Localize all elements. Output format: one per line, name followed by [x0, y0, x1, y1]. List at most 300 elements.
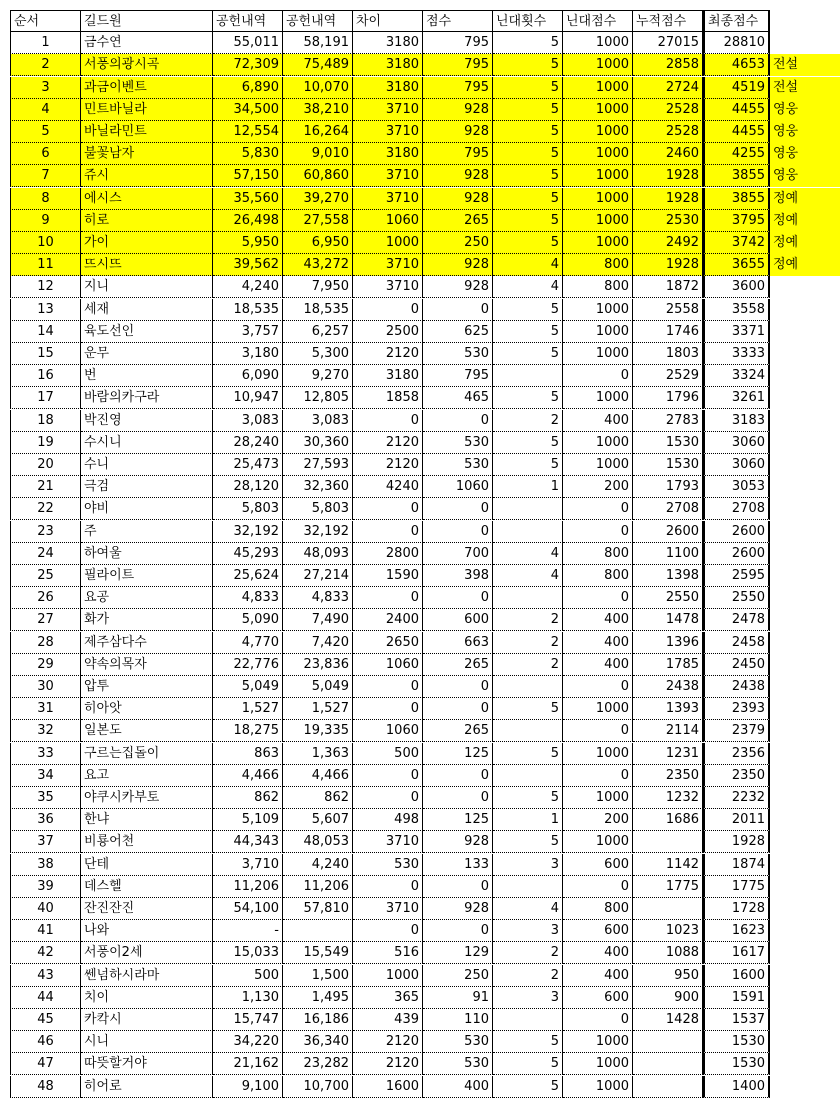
grade-label[interactable]: 정예	[770, 188, 840, 210]
cell-contribution-curr[interactable]: 57,810	[283, 898, 353, 920]
cell-score[interactable]: 663	[423, 632, 493, 654]
cell-score[interactable]: 928	[423, 898, 493, 920]
cell-contribution-curr[interactable]: 5,803	[283, 498, 353, 520]
cell-raid-score[interactable]: 600	[563, 920, 633, 942]
cell-score[interactable]: 110	[423, 1009, 493, 1031]
cell-raid-score[interactable]: 600	[563, 987, 633, 1009]
cell-final[interactable]: 4255	[703, 143, 770, 165]
cell-contribution-prev[interactable]: 500	[213, 965, 283, 987]
cell-raid-score[interactable]: 1000	[563, 1031, 633, 1053]
cell-raid-score[interactable]: 1000	[563, 232, 633, 254]
cell-diff[interactable]: 3180	[353, 365, 423, 387]
cell-final[interactable]: 2550	[703, 587, 770, 609]
cell-raid-score[interactable]: 0	[563, 498, 633, 520]
cell-raid-score[interactable]: 1000	[563, 99, 633, 121]
cell-raid-count[interactable]	[493, 521, 563, 543]
cell-cumulative[interactable]: 2438	[633, 676, 703, 698]
cell-raid-count[interactable]: 5	[493, 54, 563, 76]
cell-contribution-prev[interactable]: 5,803	[213, 498, 283, 520]
cell-raid-count[interactable]: 5	[493, 121, 563, 143]
cell-contribution-curr[interactable]: 7,490	[283, 609, 353, 631]
cell-final[interactable]: 4653	[703, 54, 770, 76]
cell-diff[interactable]: 3180	[353, 143, 423, 165]
cell-raid-count[interactable]: 1	[493, 809, 563, 831]
cell-member[interactable]: 따뜻할거야	[81, 1053, 213, 1075]
cell-final[interactable]: 28810	[703, 32, 770, 54]
cell-score[interactable]: 0	[423, 410, 493, 432]
cell-member[interactable]: 번	[81, 365, 213, 387]
cell-contribution-prev[interactable]: 862	[213, 787, 283, 809]
cell-final[interactable]: 1400	[703, 1076, 770, 1098]
cell-score[interactable]: 0	[423, 698, 493, 720]
cell-cumulative[interactable]: 2708	[633, 498, 703, 520]
cell-order[interactable]: 43	[10, 965, 81, 987]
cell-final[interactable]: 1775	[703, 876, 770, 898]
cell-member[interactable]: 가이	[81, 232, 213, 254]
cell-contribution-prev[interactable]: 72,309	[213, 54, 283, 76]
cell-final[interactable]: 2379	[703, 720, 770, 742]
cell-score[interactable]: 400	[423, 1076, 493, 1098]
cell-diff[interactable]: 3710	[353, 898, 423, 920]
cell-contribution-prev[interactable]: 12,554	[213, 121, 283, 143]
cell-raid-count[interactable]: 5	[493, 210, 563, 232]
cell-cumulative[interactable]: 1398	[633, 565, 703, 587]
cell-final[interactable]: 2595	[703, 565, 770, 587]
cell-raid-count[interactable]: 5	[493, 787, 563, 809]
cell-raid-score[interactable]: 1000	[563, 77, 633, 99]
cell-raid-count[interactable]: 2	[493, 609, 563, 631]
cell-order[interactable]: 7	[10, 165, 81, 187]
cell-contribution-prev[interactable]: 5,049	[213, 676, 283, 698]
cell-contribution-prev[interactable]: 10,947	[213, 387, 283, 409]
cell-member[interactable]: 쎈넘하시라마	[81, 965, 213, 987]
cell-member[interactable]: 제주삼다수	[81, 632, 213, 654]
cell-diff[interactable]: 498	[353, 809, 423, 831]
cell-score[interactable]: 125	[423, 743, 493, 765]
cell-cumulative[interactable]: 1396	[633, 632, 703, 654]
cell-final[interactable]: 3053	[703, 476, 770, 498]
cell-member[interactable]: 히아앗	[81, 698, 213, 720]
cell-order[interactable]: 21	[10, 476, 81, 498]
cell-cumulative[interactable]: 1530	[633, 432, 703, 454]
cell-contribution-curr[interactable]: 1,495	[283, 987, 353, 1009]
cell-contribution-prev[interactable]: 55,011	[213, 32, 283, 54]
cell-score[interactable]: 1060	[423, 476, 493, 498]
cell-final[interactable]: 2356	[703, 743, 770, 765]
cell-final[interactable]: 3333	[703, 343, 770, 365]
cell-order[interactable]: 27	[10, 609, 81, 631]
cell-diff[interactable]: 1000	[353, 232, 423, 254]
cell-raid-count[interactable]: 4	[493, 543, 563, 565]
grade-label[interactable]: 정예	[770, 210, 840, 232]
cell-contribution-prev[interactable]: 57,150	[213, 165, 283, 187]
cell-raid-count[interactable]: 3	[493, 920, 563, 942]
cell-raid-score[interactable]: 800	[563, 543, 633, 565]
cell-diff[interactable]: 1600	[353, 1076, 423, 1098]
cell-final[interactable]: 2600	[703, 543, 770, 565]
cell-cumulative[interactable]: 1928	[633, 165, 703, 187]
cell-diff[interactable]: 0	[353, 410, 423, 432]
cell-diff[interactable]: 2500	[353, 321, 423, 343]
cell-raid-count[interactable]: 5	[493, 343, 563, 365]
cell-contribution-prev[interactable]: 11,206	[213, 876, 283, 898]
cell-final[interactable]: 3600	[703, 276, 770, 298]
cell-contribution-prev[interactable]: 1,527	[213, 698, 283, 720]
cell-contribution-prev[interactable]: 18,275	[213, 720, 283, 742]
cell-score[interactable]: 530	[423, 1031, 493, 1053]
cell-member[interactable]: 과금이벤트	[81, 77, 213, 99]
cell-cumulative[interactable]	[633, 1076, 703, 1098]
cell-final[interactable]: 4455	[703, 121, 770, 143]
cell-score[interactable]: 250	[423, 965, 493, 987]
cell-member[interactable]: 잔진잔진	[81, 898, 213, 920]
cell-raid-count[interactable]: 2	[493, 654, 563, 676]
cell-final[interactable]: 3060	[703, 454, 770, 476]
cell-diff[interactable]: 0	[353, 676, 423, 698]
cell-order[interactable]: 2	[10, 54, 81, 76]
cell-cumulative[interactable]	[633, 1053, 703, 1075]
cell-score[interactable]: 700	[423, 543, 493, 565]
cell-contribution-prev[interactable]: 3,180	[213, 343, 283, 365]
cell-final[interactable]: 1617	[703, 942, 770, 964]
header-score[interactable]: 점수	[423, 10, 493, 32]
cell-order[interactable]: 4	[10, 99, 81, 121]
cell-final[interactable]: 3183	[703, 410, 770, 432]
cell-contribution-prev[interactable]: 44,343	[213, 831, 283, 853]
cell-cumulative[interactable]: 1746	[633, 321, 703, 343]
cell-score[interactable]: 250	[423, 232, 493, 254]
cell-member[interactable]: 하여울	[81, 543, 213, 565]
cell-order[interactable]: 10	[10, 232, 81, 254]
cell-order[interactable]: 28	[10, 632, 81, 654]
cell-diff[interactable]: 0	[353, 299, 423, 321]
cell-diff[interactable]: 1060	[353, 720, 423, 742]
cell-raid-score[interactable]: 0	[563, 1009, 633, 1031]
header-raid-count[interactable]: 닌대횟수	[493, 10, 563, 32]
cell-raid-count[interactable]	[493, 765, 563, 787]
cell-member[interactable]: 수니	[81, 454, 213, 476]
cell-final[interactable]: 3855	[703, 188, 770, 210]
cell-contribution-curr[interactable]: 10,070	[283, 77, 353, 99]
cell-cumulative[interactable]: 2530	[633, 210, 703, 232]
cell-order[interactable]: 11	[10, 254, 81, 276]
cell-raid-count[interactable]: 5	[493, 831, 563, 853]
cell-raid-score[interactable]: 1000	[563, 54, 633, 76]
cell-order[interactable]: 18	[10, 410, 81, 432]
cell-raid-score[interactable]: 0	[563, 365, 633, 387]
cell-score[interactable]: 795	[423, 143, 493, 165]
cell-raid-count[interactable]: 4	[493, 276, 563, 298]
cell-diff[interactable]: 0	[353, 765, 423, 787]
cell-diff[interactable]: 3710	[353, 121, 423, 143]
cell-raid-count[interactable]: 1	[493, 476, 563, 498]
cell-contribution-prev[interactable]: 9,100	[213, 1076, 283, 1098]
cell-diff[interactable]: 365	[353, 987, 423, 1009]
cell-diff[interactable]: 1060	[353, 210, 423, 232]
cell-diff[interactable]: 3710	[353, 99, 423, 121]
cell-final[interactable]: 2232	[703, 787, 770, 809]
cell-raid-score[interactable]: 0	[563, 765, 633, 787]
cell-final[interactable]: 1600	[703, 965, 770, 987]
cell-raid-score[interactable]: 400	[563, 410, 633, 432]
cell-raid-score[interactable]: 1000	[563, 165, 633, 187]
cell-contribution-prev[interactable]: 35,560	[213, 188, 283, 210]
cell-contribution-prev[interactable]: 5,090	[213, 609, 283, 631]
cell-contribution-curr[interactable]: 60,860	[283, 165, 353, 187]
cell-raid-score[interactable]: 200	[563, 476, 633, 498]
cell-score[interactable]: 928	[423, 831, 493, 853]
cell-member[interactable]: 바람의카구라	[81, 387, 213, 409]
cell-contribution-curr[interactable]: 16,264	[283, 121, 353, 143]
cell-diff[interactable]: 0	[353, 920, 423, 942]
cell-contribution-curr[interactable]: 1,363	[283, 743, 353, 765]
cell-cumulative[interactable]: 1231	[633, 743, 703, 765]
cell-raid-score[interactable]: 1000	[563, 454, 633, 476]
cell-diff[interactable]: 3180	[353, 77, 423, 99]
cell-raid-count[interactable]: 5	[493, 143, 563, 165]
cell-raid-score[interactable]: 1000	[563, 743, 633, 765]
cell-raid-count[interactable]: 5	[493, 387, 563, 409]
cell-member[interactable]: 히어로	[81, 1076, 213, 1098]
cell-score[interactable]: 0	[423, 676, 493, 698]
cell-contribution-prev[interactable]: 4,466	[213, 765, 283, 787]
cell-final[interactable]: 3261	[703, 387, 770, 409]
cell-score[interactable]: 0	[423, 498, 493, 520]
cell-score[interactable]: 398	[423, 565, 493, 587]
cell-cumulative[interactable]: 1428	[633, 1009, 703, 1031]
cell-contribution-curr[interactable]: 10,700	[283, 1076, 353, 1098]
cell-score[interactable]: 530	[423, 432, 493, 454]
cell-raid-count[interactable]: 5	[493, 232, 563, 254]
cell-final[interactable]: 1623	[703, 920, 770, 942]
cell-contribution-curr[interactable]: 75,489	[283, 54, 353, 76]
grade-label[interactable]: 영웅	[770, 99, 840, 121]
cell-raid-score[interactable]: 1000	[563, 698, 633, 720]
cell-member[interactable]: 쥬시	[81, 165, 213, 187]
cell-contribution-prev[interactable]: 3,710	[213, 854, 283, 876]
cell-diff[interactable]: 3710	[353, 254, 423, 276]
cell-order[interactable]: 5	[10, 121, 81, 143]
cell-score[interactable]: 795	[423, 77, 493, 99]
cell-contribution-prev[interactable]: 45,293	[213, 543, 283, 565]
cell-final[interactable]: 3795	[703, 210, 770, 232]
cell-cumulative[interactable]: 1142	[633, 854, 703, 876]
cell-order[interactable]: 37	[10, 831, 81, 853]
cell-raid-count[interactable]	[493, 498, 563, 520]
cell-diff[interactable]: 1858	[353, 387, 423, 409]
cell-diff[interactable]: 0	[353, 498, 423, 520]
cell-score[interactable]: 265	[423, 654, 493, 676]
grade-label[interactable]: 정예	[770, 254, 840, 276]
cell-cumulative[interactable]: 1793	[633, 476, 703, 498]
cell-contribution-curr[interactable]: 16,186	[283, 1009, 353, 1031]
cell-diff[interactable]: 2400	[353, 609, 423, 631]
cell-member[interactable]: 나와	[81, 920, 213, 942]
cell-raid-score[interactable]: 1000	[563, 831, 633, 853]
cell-diff[interactable]: 0	[353, 698, 423, 720]
cell-diff[interactable]: 2120	[353, 1053, 423, 1075]
cell-score[interactable]: 928	[423, 254, 493, 276]
cell-raid-count[interactable]: 5	[493, 698, 563, 720]
cell-contribution-curr[interactable]: 1,527	[283, 698, 353, 720]
cell-diff[interactable]: 2650	[353, 632, 423, 654]
cell-raid-score[interactable]: 1000	[563, 32, 633, 54]
cell-diff[interactable]: 2120	[353, 1031, 423, 1053]
cell-diff[interactable]: 0	[353, 521, 423, 543]
cell-cumulative[interactable]	[633, 1031, 703, 1053]
grade-label[interactable]: 전설	[770, 77, 840, 99]
cell-score[interactable]: 265	[423, 210, 493, 232]
cell-score[interactable]: 625	[423, 321, 493, 343]
cell-contribution-curr[interactable]: 18,535	[283, 299, 353, 321]
cell-diff[interactable]: 3180	[353, 32, 423, 54]
cell-final[interactable]: 4455	[703, 99, 770, 121]
cell-raid-count[interactable]: 5	[493, 321, 563, 343]
cell-contribution-curr[interactable]: 58,191	[283, 32, 353, 54]
cell-diff[interactable]: 3710	[353, 165, 423, 187]
cell-contribution-curr[interactable]: 27,558	[283, 210, 353, 232]
cell-contribution-curr[interactable]: 43,272	[283, 254, 353, 276]
cell-diff[interactable]: 4240	[353, 476, 423, 498]
cell-order[interactable]: 14	[10, 321, 81, 343]
cell-final[interactable]: 2458	[703, 632, 770, 654]
cell-cumulative[interactable]: 1686	[633, 809, 703, 831]
cell-score[interactable]: 0	[423, 876, 493, 898]
cell-cumulative[interactable]: 2600	[633, 521, 703, 543]
cell-final[interactable]: 2438	[703, 676, 770, 698]
cell-final[interactable]: 1530	[703, 1053, 770, 1075]
cell-contribution-curr[interactable]: 6,257	[283, 321, 353, 343]
cell-raid-score[interactable]: 400	[563, 609, 633, 631]
cell-contribution-prev[interactable]: 22,776	[213, 654, 283, 676]
cell-raid-score[interactable]: 800	[563, 276, 633, 298]
cell-final[interactable]: 3855	[703, 165, 770, 187]
cell-contribution-curr[interactable]: 15,549	[283, 942, 353, 964]
cell-contribution-prev[interactable]: 26,498	[213, 210, 283, 232]
cell-order[interactable]: 1	[10, 32, 81, 54]
cell-contribution-prev[interactable]: 6,090	[213, 365, 283, 387]
header-cumulative[interactable]: 누적점수	[633, 10, 703, 32]
cell-order[interactable]: 39	[10, 876, 81, 898]
cell-order[interactable]: 36	[10, 809, 81, 831]
cell-order[interactable]: 9	[10, 210, 81, 232]
cell-score[interactable]: 928	[423, 188, 493, 210]
header-diff[interactable]: 차이	[353, 10, 423, 32]
cell-raid-count[interactable]: 4	[493, 254, 563, 276]
cell-contribution-prev[interactable]: 3,757	[213, 321, 283, 343]
cell-final[interactable]: 2350	[703, 765, 770, 787]
cell-raid-count[interactable]: 5	[493, 743, 563, 765]
cell-member[interactable]: 카칵시	[81, 1009, 213, 1031]
cell-order[interactable]: 12	[10, 276, 81, 298]
cell-score[interactable]: 928	[423, 99, 493, 121]
cell-member[interactable]: 바닐라민트	[81, 121, 213, 143]
cell-raid-count[interactable]: 5	[493, 1053, 563, 1075]
cell-member[interactable]: 비룡어천	[81, 831, 213, 853]
cell-contribution-curr[interactable]: 39,270	[283, 188, 353, 210]
cell-score[interactable]: 91	[423, 987, 493, 1009]
grade-label[interactable]: 영웅	[770, 165, 840, 187]
cell-diff[interactable]: 3180	[353, 54, 423, 76]
cell-member[interactable]: 세재	[81, 299, 213, 321]
cell-final[interactable]: 1591	[703, 987, 770, 1009]
cell-member[interactable]: 박진영	[81, 410, 213, 432]
cell-member[interactable]: 요공	[81, 587, 213, 609]
cell-final[interactable]: 3060	[703, 432, 770, 454]
cell-raid-count[interactable]: 4	[493, 565, 563, 587]
cell-order[interactable]: 17	[10, 387, 81, 409]
cell-final[interactable]: 2450	[703, 654, 770, 676]
cell-raid-score[interactable]: 400	[563, 965, 633, 987]
cell-raid-count[interactable]: 2	[493, 942, 563, 964]
cell-raid-count[interactable]: 5	[493, 299, 563, 321]
cell-order[interactable]: 24	[10, 543, 81, 565]
cell-score[interactable]: 0	[423, 521, 493, 543]
cell-contribution-curr[interactable]: 27,593	[283, 454, 353, 476]
cell-diff[interactable]: 2800	[353, 543, 423, 565]
cell-cumulative[interactable]: 1775	[633, 876, 703, 898]
cell-order[interactable]: 23	[10, 521, 81, 543]
cell-contribution-prev[interactable]: 3,083	[213, 410, 283, 432]
cell-raid-score[interactable]: 1000	[563, 343, 633, 365]
cell-cumulative[interactable]: 1803	[633, 343, 703, 365]
cell-contribution-curr[interactable]: 32,192	[283, 521, 353, 543]
cell-member[interactable]: 지니	[81, 276, 213, 298]
cell-order[interactable]: 48	[10, 1076, 81, 1098]
cell-raid-score[interactable]: 400	[563, 632, 633, 654]
cell-member[interactable]: 에시스	[81, 188, 213, 210]
cell-member[interactable]: 뜨시뜨	[81, 254, 213, 276]
cell-cumulative[interactable]: 2724	[633, 77, 703, 99]
cell-member[interactable]: 화가	[81, 609, 213, 631]
cell-order[interactable]: 19	[10, 432, 81, 454]
cell-member[interactable]: 금수연	[81, 32, 213, 54]
cell-score[interactable]: 465	[423, 387, 493, 409]
cell-final[interactable]: 1928	[703, 831, 770, 853]
cell-order[interactable]: 32	[10, 720, 81, 742]
cell-diff[interactable]: 1000	[353, 965, 423, 987]
cell-final[interactable]: 1537	[703, 1009, 770, 1031]
cell-raid-score[interactable]: 800	[563, 898, 633, 920]
cell-cumulative[interactable]: 1023	[633, 920, 703, 942]
cell-diff[interactable]: 3710	[353, 188, 423, 210]
cell-contribution-curr[interactable]: 5,300	[283, 343, 353, 365]
cell-score[interactable]: 530	[423, 343, 493, 365]
cell-score[interactable]: 530	[423, 454, 493, 476]
cell-contribution-curr[interactable]: 9,270	[283, 365, 353, 387]
cell-score[interactable]: 129	[423, 942, 493, 964]
cell-contribution-curr[interactable]: 48,053	[283, 831, 353, 853]
cell-member[interactable]: 압투	[81, 676, 213, 698]
cell-diff[interactable]: 530	[353, 854, 423, 876]
cell-score[interactable]: 0	[423, 587, 493, 609]
header-member[interactable]: 길드원	[81, 10, 213, 32]
cell-final[interactable]: 2478	[703, 609, 770, 631]
cell-cumulative[interactable]: 2528	[633, 99, 703, 121]
cell-contribution-prev[interactable]: 28,120	[213, 476, 283, 498]
cell-raid-count[interactable]: 5	[493, 454, 563, 476]
cell-order[interactable]: 47	[10, 1053, 81, 1075]
cell-diff[interactable]: 0	[353, 787, 423, 809]
cell-score[interactable]: 600	[423, 609, 493, 631]
cell-raid-score[interactable]: 1000	[563, 432, 633, 454]
cell-contribution-curr[interactable]: 36,340	[283, 1031, 353, 1053]
cell-raid-score[interactable]: 1000	[563, 299, 633, 321]
cell-order[interactable]: 45	[10, 1009, 81, 1031]
cell-contribution-curr[interactable]: 5,049	[283, 676, 353, 698]
grade-label[interactable]: 정예	[770, 232, 840, 254]
cell-contribution-prev[interactable]: 15,747	[213, 1009, 283, 1031]
